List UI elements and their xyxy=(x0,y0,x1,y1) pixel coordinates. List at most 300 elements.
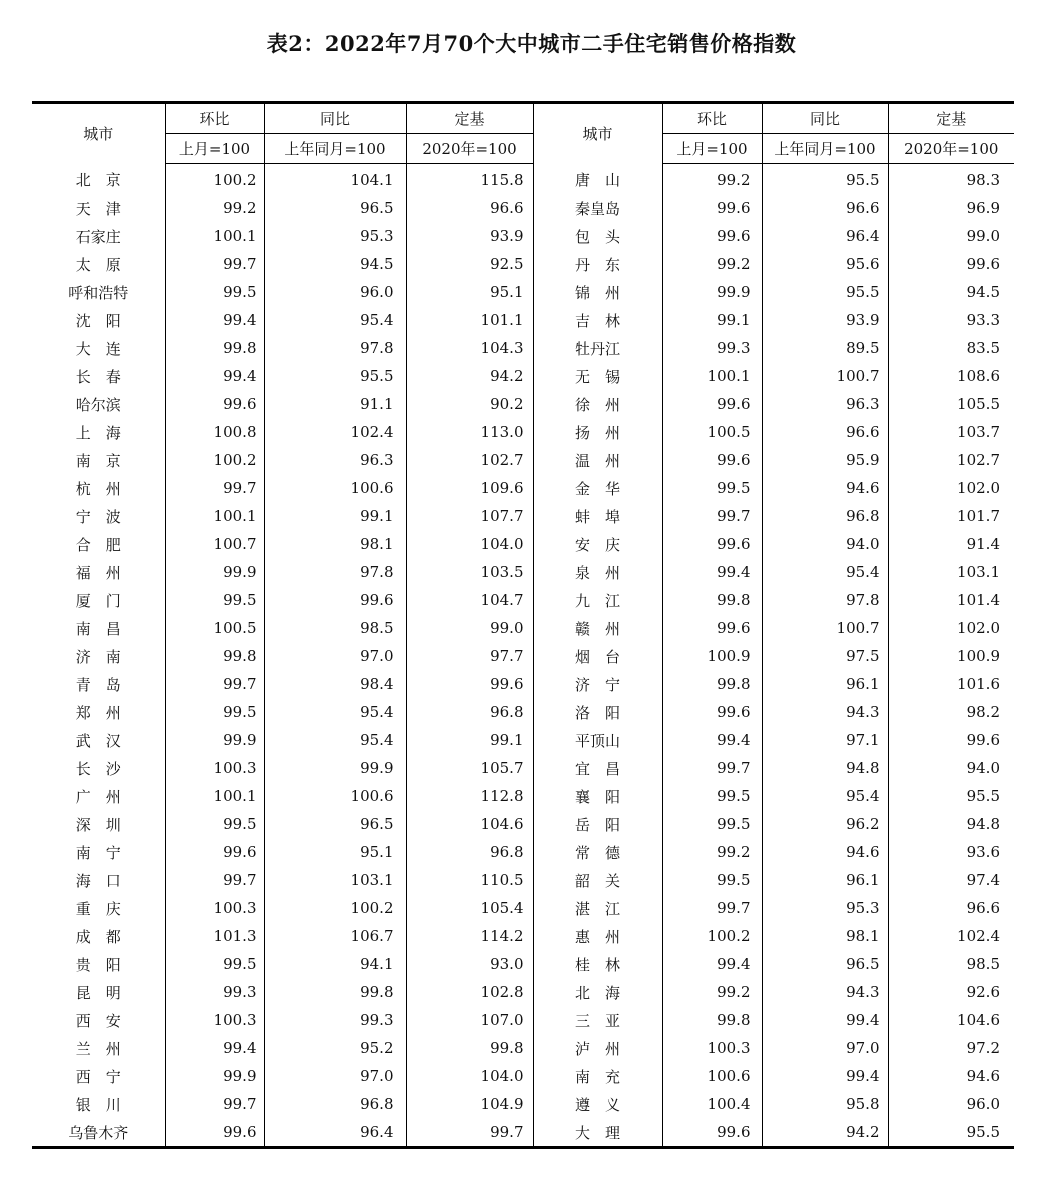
cell-city-right: 湛 江 xyxy=(533,894,662,922)
cell-mom-left: 100.2 xyxy=(165,446,264,474)
cell-base-right: 103.1 xyxy=(888,558,1014,586)
cell-base-left: 94.2 xyxy=(406,362,533,390)
cell-city-left: 武 汉 xyxy=(75,731,121,750)
table-row xyxy=(32,866,1014,894)
header-base-left: 定基 xyxy=(406,103,533,134)
cell-yoy-right: 97.0 xyxy=(762,1034,888,1062)
cell-mom-left: 99.5 xyxy=(165,698,264,726)
cell-base-left: 101.1 xyxy=(406,306,533,334)
cell-yoy-left: 97.8 xyxy=(264,334,406,362)
cell-city-left: 南 昌 xyxy=(75,619,121,638)
table-row xyxy=(32,726,1014,754)
cell-mom-left: 99.6 xyxy=(165,390,264,418)
cell-base-left: 96.6 xyxy=(406,194,533,222)
cell-base-left: 93.9 xyxy=(406,222,533,250)
cell-yoy-right: 89.5 xyxy=(762,334,888,362)
table-row xyxy=(32,894,1014,922)
cell-mom-left: 100.2 xyxy=(165,164,264,195)
cell-yoy-right: 94.3 xyxy=(762,978,888,1006)
table-row xyxy=(32,614,1014,642)
cell-yoy-right: 94.0 xyxy=(762,530,888,558)
cell-yoy-right: 96.4 xyxy=(762,222,888,250)
cell-city-right: 济 宁 xyxy=(533,670,662,698)
cell-yoy-right: 96.8 xyxy=(762,502,888,530)
table-row xyxy=(32,950,1014,978)
cell-yoy-right: 94.6 xyxy=(762,838,888,866)
cell-mom-right: 99.4 xyxy=(662,726,762,754)
cell-city-left: 石家庄 xyxy=(75,227,121,246)
cell-base-right: 91.4 xyxy=(888,530,1014,558)
cell-yoy-right: 95.9 xyxy=(762,446,888,474)
cell-base-left: 99.8 xyxy=(406,1034,533,1062)
cell-base-right: 102.0 xyxy=(888,474,1014,502)
cell-yoy-left: 95.5 xyxy=(264,362,406,390)
cell-yoy-right: 99.4 xyxy=(762,1062,888,1090)
cell-yoy-left: 100.6 xyxy=(264,782,406,810)
cell-mom-left: 100.5 xyxy=(165,614,264,642)
cell-base-left: 115.8 xyxy=(406,164,533,195)
cell-yoy-left: 94.5 xyxy=(264,250,406,278)
cell-mom-right: 99.6 xyxy=(662,446,762,474)
cell-base-right: 101.7 xyxy=(888,502,1014,530)
cell-mom-left: 100.7 xyxy=(165,530,264,558)
cell-city-right: 岳 阳 xyxy=(533,810,662,838)
cell-city-right: 九 江 xyxy=(533,586,662,614)
cell-mom-right: 99.6 xyxy=(662,390,762,418)
cell-city-left: 天 津 xyxy=(75,199,121,218)
cell-city-right: 泉 州 xyxy=(533,558,662,586)
cell-mom-right: 99.7 xyxy=(662,502,762,530)
cell-base-left: 99.1 xyxy=(406,726,533,754)
cell-city-right: 秦皇岛 xyxy=(533,194,662,222)
cell-base-right: 98.2 xyxy=(888,698,1014,726)
cell-yoy-right: 96.1 xyxy=(762,670,888,698)
table-row xyxy=(32,782,1014,810)
cell-base-right: 104.6 xyxy=(888,1006,1014,1034)
cell-yoy-right: 96.3 xyxy=(762,390,888,418)
cell-yoy-right: 96.6 xyxy=(762,418,888,446)
table-row xyxy=(32,474,1014,502)
table-row xyxy=(32,306,1014,334)
cell-city-left: 西 安 xyxy=(75,1011,121,1030)
cell-mom-right: 99.6 xyxy=(662,194,762,222)
cell-mom-left: 99.7 xyxy=(165,474,264,502)
cell-base-left: 114.2 xyxy=(406,922,533,950)
cell-mom-left: 99.6 xyxy=(165,838,264,866)
table-row xyxy=(32,1034,1014,1062)
cell-base-left: 104.0 xyxy=(406,1062,533,1090)
cell-city-left: 南 宁 xyxy=(75,843,121,862)
table-body xyxy=(32,164,1014,1148)
cell-base-left: 105.4 xyxy=(406,894,533,922)
header-city-left: 城市 xyxy=(32,103,165,164)
cell-city-left: 兰 州 xyxy=(75,1039,121,1058)
cell-yoy-right: 96.2 xyxy=(762,810,888,838)
cell-city-right: 吉 林 xyxy=(533,306,662,334)
cell-city-right: 大 理 xyxy=(533,1118,662,1148)
cell-yoy-left: 99.3 xyxy=(264,1006,406,1034)
cell-yoy-left: 100.6 xyxy=(264,474,406,502)
cell-city-right: 丹 东 xyxy=(533,250,662,278)
cell-yoy-left: 98.1 xyxy=(264,530,406,558)
cell-city-right: 遵 义 xyxy=(533,1090,662,1118)
cell-city-right: 宜 昌 xyxy=(533,754,662,782)
cell-yoy-left: 97.0 xyxy=(264,1062,406,1090)
cell-yoy-right: 98.1 xyxy=(762,922,888,950)
cell-city-right: 赣 州 xyxy=(533,614,662,642)
cell-city-left: 银 川 xyxy=(75,1095,121,1114)
cell-mom-right: 100.3 xyxy=(662,1034,762,1062)
table-row xyxy=(32,164,1014,195)
cell-yoy-left: 97.0 xyxy=(264,642,406,670)
cell-base-right: 108.6 xyxy=(888,362,1014,390)
cell-base-left: 99.6 xyxy=(406,670,533,698)
cell-mom-left: 99.8 xyxy=(165,334,264,362)
cell-mom-right: 99.5 xyxy=(662,866,762,894)
cell-yoy-right: 99.4 xyxy=(762,1006,888,1034)
table-row xyxy=(32,642,1014,670)
header-mom-left: 环比 xyxy=(165,103,264,134)
cell-mom-right: 99.4 xyxy=(662,558,762,586)
cell-base-right: 93.3 xyxy=(888,306,1014,334)
cell-mom-left: 100.1 xyxy=(165,502,264,530)
cell-mom-left: 99.5 xyxy=(165,810,264,838)
cell-base-right: 99.6 xyxy=(888,250,1014,278)
cell-mom-left: 99.4 xyxy=(165,362,264,390)
cell-city-left: 厦 门 xyxy=(75,591,121,610)
cell-base-left: 102.8 xyxy=(406,978,533,1006)
cell-base-right: 96.0 xyxy=(888,1090,1014,1118)
cell-city-right: 南 充 xyxy=(533,1062,662,1090)
cell-yoy-left: 99.6 xyxy=(264,586,406,614)
cell-city-left: 哈尔滨 xyxy=(75,395,121,414)
cell-city-left: 济 南 xyxy=(75,647,121,666)
cell-yoy-left: 91.1 xyxy=(264,390,406,418)
table-row xyxy=(32,222,1014,250)
table-row xyxy=(32,838,1014,866)
cell-city-left: 成 都 xyxy=(75,927,121,946)
cell-city-left: 广 州 xyxy=(75,787,121,806)
cell-base-right: 95.5 xyxy=(888,782,1014,810)
cell-base-right: 102.0 xyxy=(888,614,1014,642)
table-row xyxy=(32,754,1014,782)
cell-yoy-left: 99.9 xyxy=(264,754,406,782)
cell-base-left: 99.0 xyxy=(406,614,533,642)
header-yoy-sub-right: 上年同月=100 xyxy=(762,134,888,164)
cell-mom-left: 99.9 xyxy=(165,726,264,754)
cell-mom-right: 99.8 xyxy=(662,1006,762,1034)
cell-city-right: 洛 阳 xyxy=(533,698,662,726)
cell-mom-right: 100.9 xyxy=(662,642,762,670)
cell-city-right: 惠 州 xyxy=(533,922,662,950)
cell-yoy-right: 97.8 xyxy=(762,586,888,614)
cell-mom-right: 99.7 xyxy=(662,894,762,922)
cell-city-right: 徐 州 xyxy=(533,390,662,418)
cell-yoy-right: 95.3 xyxy=(762,894,888,922)
cell-yoy-left: 104.1 xyxy=(264,164,406,195)
cell-base-left: 104.7 xyxy=(406,586,533,614)
cell-yoy-left: 96.5 xyxy=(264,194,406,222)
cell-base-right: 100.9 xyxy=(888,642,1014,670)
cell-mom-left: 99.7 xyxy=(165,250,264,278)
cell-base-left: 110.5 xyxy=(406,866,533,894)
cell-mom-right: 99.2 xyxy=(662,250,762,278)
cell-mom-left: 100.3 xyxy=(165,754,264,782)
cell-base-left: 104.9 xyxy=(406,1090,533,1118)
cell-mom-right: 100.6 xyxy=(662,1062,762,1090)
cell-yoy-left: 98.4 xyxy=(264,670,406,698)
cell-yoy-left: 95.4 xyxy=(264,306,406,334)
cell-mom-right: 99.6 xyxy=(662,698,762,726)
table-row xyxy=(32,530,1014,558)
cell-mom-right: 99.2 xyxy=(662,838,762,866)
table-row xyxy=(32,978,1014,1006)
cell-yoy-right: 94.3 xyxy=(762,698,888,726)
header-yoy-right: 同比 xyxy=(762,103,888,134)
cell-mom-right: 99.5 xyxy=(662,782,762,810)
cell-base-right: 102.7 xyxy=(888,446,1014,474)
cell-base-left: 104.6 xyxy=(406,810,533,838)
header-base-sub-left: 2020年=100 xyxy=(406,134,533,164)
cell-city-right: 温 州 xyxy=(533,446,662,474)
cell-mom-right: 100.5 xyxy=(662,418,762,446)
cell-yoy-left: 95.4 xyxy=(264,698,406,726)
header-mom-right: 环比 xyxy=(662,103,762,134)
cell-base-left: 104.0 xyxy=(406,530,533,558)
cell-city-left: 长 沙 xyxy=(75,759,121,778)
cell-city-right: 蚌 埠 xyxy=(533,502,662,530)
cell-mom-left: 99.7 xyxy=(165,866,264,894)
table-row xyxy=(32,922,1014,950)
cell-yoy-right: 94.6 xyxy=(762,474,888,502)
table-row xyxy=(32,1062,1014,1090)
cell-base-right: 93.6 xyxy=(888,838,1014,866)
cell-mom-right: 99.4 xyxy=(662,950,762,978)
cell-yoy-right: 97.5 xyxy=(762,642,888,670)
cell-mom-left: 100.8 xyxy=(165,418,264,446)
cell-mom-left: 99.2 xyxy=(165,194,264,222)
cell-base-left: 107.7 xyxy=(406,502,533,530)
cell-city-left: 呼和浩特 xyxy=(68,283,129,302)
cell-city-left: 合 肥 xyxy=(75,535,121,554)
cell-base-right: 103.7 xyxy=(888,418,1014,446)
cell-yoy-left: 95.3 xyxy=(264,222,406,250)
cell-city-left: 南 京 xyxy=(75,451,121,470)
cell-mom-right: 100.4 xyxy=(662,1090,762,1118)
cell-city-left: 贵 阳 xyxy=(75,955,121,974)
cell-yoy-right: 95.5 xyxy=(762,278,888,306)
cell-city-right: 唐 山 xyxy=(533,164,662,195)
cell-yoy-left: 95.2 xyxy=(264,1034,406,1062)
cell-mom-left: 99.9 xyxy=(165,558,264,586)
cell-mom-left: 99.4 xyxy=(165,1034,264,1062)
cell-base-right: 105.5 xyxy=(888,390,1014,418)
cell-mom-left: 100.1 xyxy=(165,782,264,810)
cell-base-right: 98.5 xyxy=(888,950,1014,978)
cell-mom-right: 99.8 xyxy=(662,586,762,614)
cell-city-right: 桂 林 xyxy=(533,950,662,978)
cell-mom-right: 99.3 xyxy=(662,334,762,362)
cell-mom-right: 99.5 xyxy=(662,810,762,838)
price-index-table xyxy=(32,101,1014,1149)
table-row xyxy=(32,558,1014,586)
cell-city-right: 锦 州 xyxy=(533,278,662,306)
cell-mom-left: 99.6 xyxy=(165,1118,264,1148)
cell-yoy-right: 94.8 xyxy=(762,754,888,782)
table-row xyxy=(32,1118,1014,1148)
cell-base-right: 94.5 xyxy=(888,278,1014,306)
table-row xyxy=(32,502,1014,530)
cell-base-right: 95.5 xyxy=(888,1118,1014,1148)
cell-yoy-right: 94.2 xyxy=(762,1118,888,1148)
header-base-right: 定基 xyxy=(888,103,1014,134)
cell-city-left: 海 口 xyxy=(75,871,121,890)
cell-mom-left: 99.4 xyxy=(165,306,264,334)
cell-mom-right: 99.6 xyxy=(662,614,762,642)
cell-city-right: 无 锡 xyxy=(533,362,662,390)
table-row xyxy=(32,390,1014,418)
cell-city-left: 深 圳 xyxy=(75,815,121,834)
cell-mom-right: 100.1 xyxy=(662,362,762,390)
cell-mom-right: 99.1 xyxy=(662,306,762,334)
cell-yoy-left: 96.5 xyxy=(264,810,406,838)
cell-mom-left: 99.7 xyxy=(165,670,264,698)
cell-mom-left: 99.5 xyxy=(165,950,264,978)
cell-city-left: 西 宁 xyxy=(75,1067,121,1086)
cell-mom-left: 99.3 xyxy=(165,978,264,1006)
cell-city-left: 福 州 xyxy=(75,563,121,582)
cell-yoy-right: 95.4 xyxy=(762,782,888,810)
table-row xyxy=(32,446,1014,474)
table-row xyxy=(32,1006,1014,1034)
cell-base-right: 101.4 xyxy=(888,586,1014,614)
header-base-sub-right: 2020年=100 xyxy=(888,134,1014,164)
cell-city-left: 郑 州 xyxy=(75,703,121,722)
cell-base-left: 96.8 xyxy=(406,838,533,866)
table-row xyxy=(32,194,1014,222)
cell-yoy-left: 99.1 xyxy=(264,502,406,530)
cell-mom-right: 99.9 xyxy=(662,278,762,306)
cell-yoy-left: 102.4 xyxy=(264,418,406,446)
cell-city-right: 韶 关 xyxy=(533,866,662,894)
cell-base-right: 97.2 xyxy=(888,1034,1014,1062)
cell-mom-right: 99.8 xyxy=(662,670,762,698)
table-row xyxy=(32,810,1014,838)
cell-base-right: 99.6 xyxy=(888,726,1014,754)
cell-mom-right: 99.6 xyxy=(662,222,762,250)
cell-yoy-right: 95.8 xyxy=(762,1090,888,1118)
header-mom-sub-left: 上月=100 xyxy=(165,134,264,164)
header-mom-sub-right: 上月=100 xyxy=(662,134,762,164)
cell-city-right: 烟 台 xyxy=(533,642,662,670)
cell-mom-right: 100.2 xyxy=(662,922,762,950)
cell-base-right: 92.6 xyxy=(888,978,1014,1006)
table-row xyxy=(32,418,1014,446)
cell-yoy-left: 95.4 xyxy=(264,726,406,754)
cell-mom-right: 99.5 xyxy=(662,474,762,502)
cell-yoy-right: 95.4 xyxy=(762,558,888,586)
cell-base-right: 83.5 xyxy=(888,334,1014,362)
cell-city-right: 包 头 xyxy=(533,222,662,250)
cell-yoy-right: 100.7 xyxy=(762,362,888,390)
cell-yoy-right: 93.9 xyxy=(762,306,888,334)
cell-city-right: 安 庆 xyxy=(533,530,662,558)
cell-yoy-right: 95.6 xyxy=(762,250,888,278)
cell-yoy-left: 96.0 xyxy=(264,278,406,306)
cell-city-left: 青 岛 xyxy=(75,675,121,694)
cell-mom-left: 99.9 xyxy=(165,1062,264,1090)
cell-mom-left: 99.5 xyxy=(165,586,264,614)
cell-base-left: 113.0 xyxy=(406,418,533,446)
cell-mom-left: 100.3 xyxy=(165,894,264,922)
cell-mom-left: 101.3 xyxy=(165,922,264,950)
cell-base-left: 97.7 xyxy=(406,642,533,670)
cell-base-right: 98.3 xyxy=(888,164,1014,195)
cell-yoy-left: 106.7 xyxy=(264,922,406,950)
cell-city-left: 上 海 xyxy=(75,423,121,442)
cell-base-left: 107.0 xyxy=(406,1006,533,1034)
cell-yoy-left: 96.8 xyxy=(264,1090,406,1118)
cell-mom-right: 99.6 xyxy=(662,1118,762,1148)
cell-base-right: 96.9 xyxy=(888,194,1014,222)
cell-base-right: 97.4 xyxy=(888,866,1014,894)
cell-city-left: 长 春 xyxy=(75,367,121,386)
cell-city-right: 襄 阳 xyxy=(533,782,662,810)
cell-yoy-left: 94.1 xyxy=(264,950,406,978)
header-yoy-sub-left: 上年同月=100 xyxy=(264,134,406,164)
cell-city-right: 扬 州 xyxy=(533,418,662,446)
cell-city-left: 杭 州 xyxy=(75,479,121,498)
cell-yoy-left: 95.1 xyxy=(264,838,406,866)
cell-mom-left: 99.7 xyxy=(165,1090,264,1118)
cell-yoy-left: 96.4 xyxy=(264,1118,406,1148)
cell-yoy-left: 98.5 xyxy=(264,614,406,642)
cell-city-left: 昆 明 xyxy=(75,983,121,1002)
cell-base-left: 92.5 xyxy=(406,250,533,278)
header-city-right: 城市 xyxy=(533,103,662,164)
cell-base-right: 101.6 xyxy=(888,670,1014,698)
cell-base-left: 90.2 xyxy=(406,390,533,418)
table-row xyxy=(32,698,1014,726)
cell-city-left: 重 庆 xyxy=(75,899,121,918)
cell-base-left: 99.7 xyxy=(406,1118,533,1148)
cell-yoy-left: 97.8 xyxy=(264,558,406,586)
cell-base-left: 112.8 xyxy=(406,782,533,810)
cell-base-right: 94.6 xyxy=(888,1062,1014,1090)
cell-yoy-left: 99.8 xyxy=(264,978,406,1006)
cell-mom-right: 99.2 xyxy=(662,978,762,1006)
cell-base-left: 96.8 xyxy=(406,698,533,726)
cell-base-left: 105.7 xyxy=(406,754,533,782)
cell-mom-left: 100.1 xyxy=(165,222,264,250)
cell-base-left: 104.3 xyxy=(406,334,533,362)
cell-base-right: 94.0 xyxy=(888,754,1014,782)
cell-city-right: 平顶山 xyxy=(533,726,662,754)
cell-city-right: 三 亚 xyxy=(533,1006,662,1034)
cell-base-right: 99.0 xyxy=(888,222,1014,250)
cell-mom-left: 100.3 xyxy=(165,1006,264,1034)
table-row xyxy=(32,586,1014,614)
cell-city-right: 常 德 xyxy=(533,838,662,866)
cell-city-left: 宁 波 xyxy=(75,507,121,526)
cell-city-left: 乌鲁木齐 xyxy=(32,1118,165,1148)
cell-base-right: 102.4 xyxy=(888,922,1014,950)
table-row xyxy=(32,362,1014,390)
cell-mom-right: 99.2 xyxy=(662,164,762,195)
cell-mom-left: 99.5 xyxy=(165,278,264,306)
cell-yoy-right: 100.7 xyxy=(762,614,888,642)
cell-city-right: 牡丹江 xyxy=(533,334,662,362)
